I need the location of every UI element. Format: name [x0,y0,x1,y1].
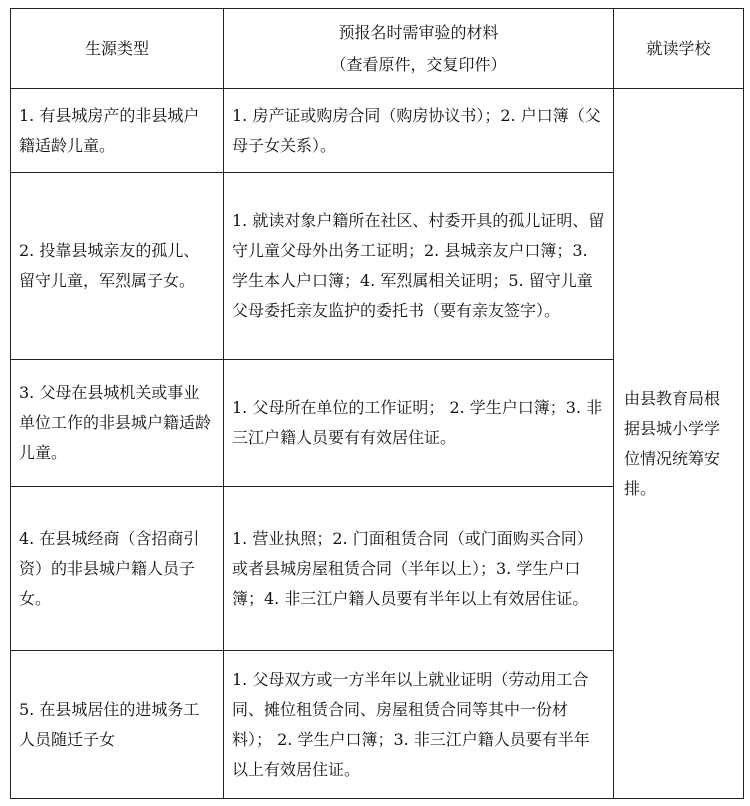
document-page [10,8,743,798]
header-materials-note: （查看原件，交复印件） [330,54,507,74]
table-header-row [11,9,744,89]
materials-cell: 1. 父母所在单位的工作证明； 2. 学生户口簿；3. 非三江户籍人员要有有效居住证。 [224,360,614,487]
student-type-cell: 3. 父母在县城机关或事业单位工作的非县城户籍适龄儿童。 [11,360,224,487]
header-materials [224,9,614,89]
student-type-cell: 1. 有县城房产的非县城户籍适龄儿童。 [11,89,224,173]
student-type-cell: 5. 在县城居住的进城务工人员随迁子女 [11,651,224,799]
table-row [11,89,744,173]
student-type-cell: 2. 投靠县城亲友的孤儿、留守儿童，军烈属子女。 [11,173,224,360]
student-type-cell: 4. 在县城经商（含招商引资）的非县城户籍人员子女。 [11,487,224,651]
materials-cell: 1. 房产证或购房合同（购房协议书）；2. 户口簿（父母子女关系）。 [224,89,614,173]
school-assignment-cell: 由县教育局根据县城小学学位情况统筹安排。 [614,89,744,799]
header-school: 就读学校 [614,9,744,89]
enrollment-materials-table [10,8,744,799]
header-materials-title: 预报名时需审验的材料 [338,22,499,42]
materials-cell: 1. 就读对象户籍所在社区、村委开具的孤儿证明、留守儿童父母外出务工证明；2. 县城亲友户口簿；3. 学生本人户口簿；4. 军烈属相关证明；5. 留守儿童父母委托亲友监护的委托书（要有亲友签字）。 [224,173,614,360]
header-student-type: 生源类型 [11,9,224,89]
materials-cell: 1. 父母双方或一方半年以上就业证明（劳动用工合同、摊位租赁合同、房屋租赁合同等其中一份材料）； 2. 学生户口簿；3. 非三江户籍人员要有半年以上有效居住证。 [224,651,614,799]
materials-cell: 1. 营业执照；2. 门面租赁合同（或门面购买合同）或者县城房屋租赁合同（半年以上）；3. 学生户口簿；4. 非三江户籍人员要有半年以上有效居住证。 [224,487,614,651]
